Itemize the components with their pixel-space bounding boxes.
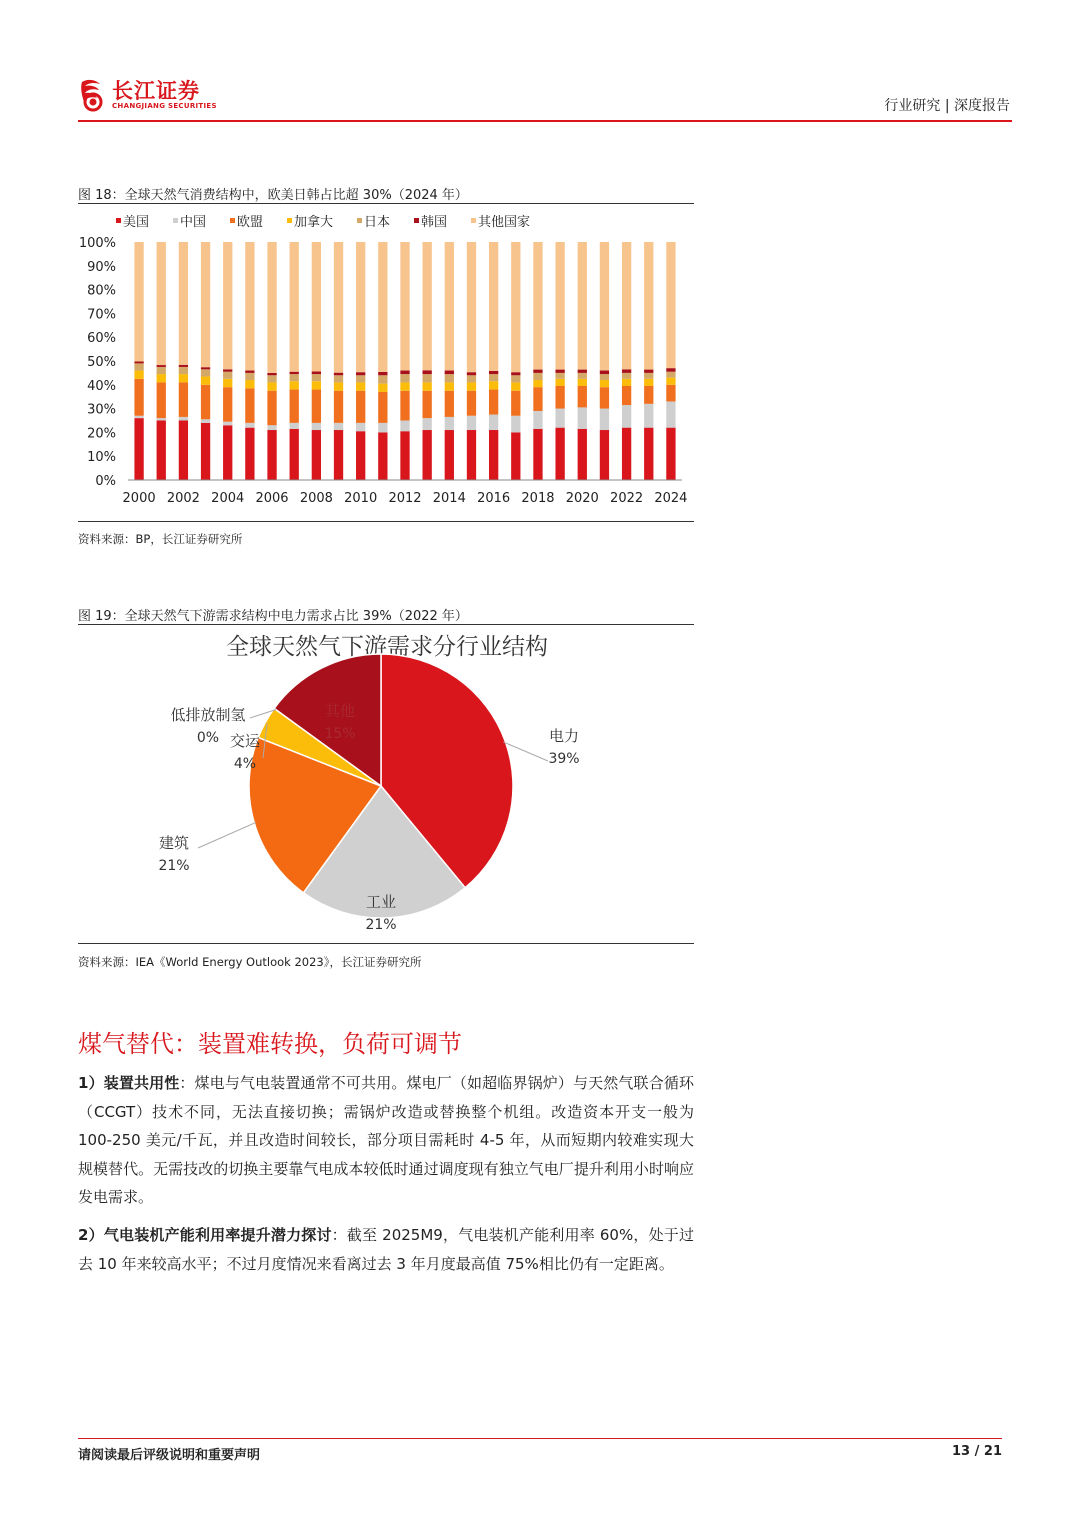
bar-segment xyxy=(622,242,631,369)
bar-segment xyxy=(245,423,254,428)
bar-segment xyxy=(423,382,432,390)
y-tick-label: 30% xyxy=(87,402,116,418)
section-title: 煤气替代：装置难转换，负荷可调节 xyxy=(78,1030,462,1058)
bar-segment xyxy=(666,385,675,402)
bar-segment xyxy=(157,418,166,420)
bar-segment xyxy=(489,430,498,480)
bar-segment xyxy=(378,384,387,392)
pie-leader-line xyxy=(198,822,256,848)
bar-segment xyxy=(312,381,321,389)
disclaimer-note: 请阅读最后评级说明和重要声明 xyxy=(78,1448,261,1463)
bar-segment xyxy=(467,391,476,416)
bar-segment xyxy=(157,421,166,481)
x-tick-label: 2012 xyxy=(388,491,422,506)
company-logo xyxy=(78,78,217,112)
y-tick-label: 90% xyxy=(87,259,116,275)
paragraph-2 xyxy=(78,1221,694,1278)
y-tick-label: 0% xyxy=(95,474,116,489)
bar-segment xyxy=(201,367,210,369)
y-tick-label: 100% xyxy=(78,236,116,251)
bar-segment xyxy=(533,373,542,380)
bar-segment xyxy=(245,428,254,480)
legend-swatch-1 xyxy=(173,218,178,223)
bar-segment xyxy=(290,390,299,423)
bar-segment xyxy=(600,242,609,371)
bar-segment xyxy=(578,386,587,407)
bar-segment xyxy=(666,428,675,480)
bar-segment xyxy=(356,391,365,423)
bar-segment xyxy=(245,242,254,371)
bar-segment xyxy=(423,242,432,370)
bar-segment xyxy=(622,386,631,405)
pie-value-label: 0% xyxy=(196,730,220,746)
bar-segment xyxy=(356,375,365,382)
bar-segment xyxy=(179,382,188,417)
bar-segment xyxy=(578,373,587,379)
bar-segment xyxy=(290,242,299,372)
bar-segment xyxy=(489,242,498,371)
pie-title: 全球天然气下游需求分行业结构 xyxy=(226,634,548,660)
bar-segment xyxy=(533,411,542,429)
bar-segment xyxy=(533,380,542,387)
bar-segment xyxy=(400,391,409,421)
bar-segment xyxy=(489,390,498,415)
bar-segment xyxy=(511,375,520,382)
bar-segment xyxy=(223,379,232,387)
bar-segment xyxy=(644,373,653,379)
footer-divider xyxy=(78,1438,1002,1439)
bar-segment xyxy=(356,242,365,372)
figure-18-bottom-rule xyxy=(78,521,694,522)
bar-segment xyxy=(201,376,210,384)
y-tick-label: 60% xyxy=(87,331,116,347)
pie-value-label: 4% xyxy=(233,756,257,772)
bar-segment xyxy=(223,425,232,480)
bar-segment xyxy=(223,242,232,369)
bar-segment xyxy=(666,401,675,427)
bar-segment xyxy=(157,365,166,367)
bar-segment xyxy=(400,374,409,382)
bar-segment xyxy=(223,422,232,426)
bar-segment xyxy=(511,432,520,480)
bar-segment xyxy=(267,375,276,382)
pie-label: 建筑 xyxy=(158,834,190,852)
x-tick-label: 2004 xyxy=(211,491,245,506)
figure-19-source: 资料来源：IEA《World Energy Outlook 2023》，长江证券研究所 xyxy=(78,955,422,969)
legend-label-0: 美国 xyxy=(123,215,150,230)
y-tick-label: 40% xyxy=(87,378,116,394)
logo-english-name: CHANGJIANG SECURITIES xyxy=(112,101,217,110)
bar-segment xyxy=(290,381,299,389)
bar-segment xyxy=(378,375,387,383)
bar-segment xyxy=(134,418,143,480)
legend-swatch-0 xyxy=(116,218,121,223)
pie-label: 其他 xyxy=(324,702,356,720)
bar-segment xyxy=(489,371,498,374)
bar-segment xyxy=(378,392,387,423)
legend-label-3: 加拿大 xyxy=(294,215,334,230)
bar-segment xyxy=(489,381,498,389)
bar-segment xyxy=(312,423,321,430)
figure-19-title: 图 19：全球天然气下游需求结构中电力需求占比 39%（2022 年） xyxy=(78,609,468,624)
bar-segment xyxy=(245,380,254,388)
bar-segment xyxy=(290,429,299,480)
y-tick-label: 80% xyxy=(87,283,116,299)
bar-segment xyxy=(600,374,609,380)
bar-segment xyxy=(555,370,564,373)
bar-segment xyxy=(134,416,143,418)
bar-segment xyxy=(267,425,276,430)
bar-segment xyxy=(400,431,409,480)
bar-segment xyxy=(400,382,409,390)
bar-segment xyxy=(179,242,188,365)
bar-segment xyxy=(400,242,409,371)
bar-segment xyxy=(644,404,653,428)
bar-segment xyxy=(445,417,454,430)
bar-segment xyxy=(378,423,387,433)
bar-segment xyxy=(555,373,564,379)
bar-segment xyxy=(267,430,276,480)
legend-swatch-2 xyxy=(230,218,235,223)
bar-segment xyxy=(555,409,564,428)
figure-19-bottom-rule xyxy=(78,943,694,944)
bar-segment xyxy=(245,388,254,423)
bar-segment xyxy=(157,242,166,365)
x-tick-label: 2010 xyxy=(344,491,378,506)
bar-segment xyxy=(334,423,343,430)
bar-segment xyxy=(157,374,166,382)
stacked-bar-chart xyxy=(78,206,694,516)
x-tick-label: 2002 xyxy=(166,491,200,506)
bar-segment xyxy=(445,391,454,417)
bar-segment xyxy=(223,387,232,422)
legend-swatch-6 xyxy=(471,218,476,223)
bar-segment xyxy=(555,386,564,409)
bar-segment xyxy=(334,375,343,382)
bar-segment xyxy=(533,242,542,370)
legend-label-1: 中国 xyxy=(180,215,207,230)
bar-segment xyxy=(644,386,653,404)
bar-segment xyxy=(267,391,276,426)
bar-segment xyxy=(134,242,143,361)
bar-segment xyxy=(134,361,143,363)
bar-segment xyxy=(644,242,653,370)
bar-segment xyxy=(578,379,587,386)
bar-segment xyxy=(533,429,542,480)
bar-segment xyxy=(555,242,564,370)
bar-segment xyxy=(467,430,476,480)
bar-segment xyxy=(622,373,631,379)
bar-segment xyxy=(356,431,365,480)
bar-segment xyxy=(157,367,166,374)
bar-segment xyxy=(312,374,321,381)
bar-segment xyxy=(267,242,276,373)
bar-segment xyxy=(445,430,454,480)
x-tick-label: 2016 xyxy=(477,491,511,506)
bar-segment xyxy=(578,370,587,373)
bar-segment xyxy=(533,387,542,411)
bar-segment xyxy=(423,418,432,430)
x-tick-label: 2006 xyxy=(255,491,289,506)
bar-segment xyxy=(423,391,432,418)
x-tick-label: 2022 xyxy=(610,491,644,506)
bar-segment xyxy=(644,428,653,480)
legend-label-5: 韩国 xyxy=(421,215,448,230)
bar-segment xyxy=(578,407,587,428)
bar-segment xyxy=(666,372,675,378)
y-tick-label: 10% xyxy=(87,450,116,466)
bar-segment xyxy=(644,379,653,386)
bar-segment xyxy=(578,242,587,370)
bar-segment xyxy=(622,405,631,428)
legend-swatch-4 xyxy=(357,218,362,223)
bar-segment xyxy=(201,423,210,480)
bar-segment xyxy=(467,375,476,382)
bar-segment xyxy=(378,372,387,375)
bar-segment xyxy=(555,428,564,480)
bar-segment xyxy=(134,363,143,370)
bar-segment xyxy=(445,371,454,375)
legend-label-4: 日本 xyxy=(364,215,391,230)
bar-segment xyxy=(423,370,432,374)
bar-segment xyxy=(356,382,365,390)
bar-segment xyxy=(356,372,365,375)
bar-segment xyxy=(467,242,476,372)
bar-segment xyxy=(666,242,675,368)
bar-segment xyxy=(600,380,609,387)
bar-segment xyxy=(201,385,210,420)
bar-segment xyxy=(290,372,299,374)
bar-segment xyxy=(511,391,520,416)
x-tick-label: 2020 xyxy=(565,491,599,506)
bar-segment xyxy=(334,373,343,376)
bar-segment xyxy=(312,242,321,371)
bar-segment xyxy=(578,429,587,480)
paragraph-2-body: ：截至 2025M9，气电装机产能利用率 60%，处于过去 10 年来较高水平；不过月度情况来看离过去 3 年月度最高值 75%相比仍有一定距离。 xyxy=(78,1226,694,1273)
pie-label: 交运 xyxy=(229,732,261,750)
bar-segment xyxy=(423,430,432,480)
bar-segment xyxy=(666,378,675,385)
figure-18-source: 资料来源：BP，长江证券研究所 xyxy=(78,532,243,546)
bar-segment xyxy=(622,428,631,480)
legend-swatch-3 xyxy=(287,218,292,223)
pie-value-label: 39% xyxy=(548,751,580,767)
bar-segment xyxy=(622,379,631,386)
logo-chinese-name: 长江证券 xyxy=(112,78,200,103)
page-number: 13 / 21 xyxy=(952,1444,1002,1459)
pie-chart xyxy=(78,626,694,942)
x-tick-label: 2024 xyxy=(654,491,688,506)
bar-segment xyxy=(555,379,564,386)
bar-segment xyxy=(445,374,454,382)
bar-segment xyxy=(312,430,321,480)
pie-value-label: 21% xyxy=(158,858,190,874)
bar-segment xyxy=(179,374,188,382)
pie-value-label: 21% xyxy=(365,917,397,933)
bar-segment xyxy=(290,423,299,429)
bar-segment xyxy=(312,371,321,374)
bar-segment xyxy=(600,387,609,408)
x-tick-label: 2000 xyxy=(122,491,156,506)
bar-segment xyxy=(600,371,609,375)
pie-label: 电力 xyxy=(548,727,580,745)
bar-segment xyxy=(445,382,454,390)
legend-label-6: 其他国家 xyxy=(478,215,531,230)
bar-segment xyxy=(201,242,210,367)
bar-segment xyxy=(533,370,542,373)
bar-segment xyxy=(201,419,210,423)
bar-segment xyxy=(378,242,387,372)
pie-value-label: 15% xyxy=(324,726,356,742)
bar-segment xyxy=(179,417,188,421)
bar-segment xyxy=(356,423,365,431)
phoenix-logo-icon xyxy=(78,78,108,112)
bar-segment xyxy=(312,390,321,423)
bar-segment xyxy=(511,416,520,433)
bar-segment xyxy=(334,382,343,390)
x-tick-label: 2018 xyxy=(521,491,555,506)
bar-segment xyxy=(179,367,188,374)
y-tick-label: 20% xyxy=(87,426,116,442)
bar-segment xyxy=(467,372,476,375)
paragraph-2-heading: 2）气电装机产能利用率提升潜力探讨 xyxy=(78,1226,332,1244)
bar-segment xyxy=(467,382,476,390)
figure-18-top-rule xyxy=(78,203,694,204)
bar-segment xyxy=(134,371,143,379)
legend-swatch-5 xyxy=(414,218,419,223)
bar-segment xyxy=(489,374,498,381)
bar-segment xyxy=(400,421,409,432)
bar-segment xyxy=(511,372,520,375)
bar-segment xyxy=(334,391,343,423)
y-tick-label: 70% xyxy=(87,307,116,323)
bar-segment xyxy=(511,242,520,372)
bar-segment xyxy=(378,432,387,480)
bar-segment xyxy=(290,374,299,381)
bar-segment xyxy=(423,374,432,382)
x-tick-label: 2008 xyxy=(299,491,333,506)
pie-label: 低排放制氢 xyxy=(170,706,246,724)
paragraph-1-body: ：煤电与气电装置通常不可共用。煤电厂（如超临界锅炉）与天然气联合循环（CCGT）技术不同，无法直接切换；需锅炉改造或替换整个机组。改造资本开支一般为 100-250 美元/千瓦，并且改造时间较长，部分项目需耗时 4-5 年，从而短期内较难实现大规模替代。无需技改的切换主要靠气电成本较低时通过调度现有独立气电厂提升利用小时响应发电需求。 xyxy=(78,1074,694,1206)
bar-segment xyxy=(511,382,520,390)
bar-segment xyxy=(334,242,343,373)
bar-segment xyxy=(179,365,188,367)
bar-segment xyxy=(445,242,454,371)
bar-segment xyxy=(245,371,254,373)
bar-segment xyxy=(644,370,653,373)
header-divider xyxy=(78,120,1012,122)
x-tick-label: 2014 xyxy=(432,491,466,506)
bar-segment xyxy=(467,416,476,430)
bar-segment xyxy=(223,369,232,371)
report-type-label: 行业研究 | 深度报告 xyxy=(884,98,1010,114)
bar-segment xyxy=(267,373,276,375)
bar-segment xyxy=(201,369,210,376)
figure-19-top-rule xyxy=(78,624,694,625)
bar-segment xyxy=(666,368,675,372)
bar-segment xyxy=(600,430,609,480)
bar-segment xyxy=(489,415,498,430)
bar-segment xyxy=(134,379,143,416)
paragraph-1-heading: 1）装置共用性 xyxy=(78,1074,180,1092)
bar-segment xyxy=(223,372,232,379)
bar-segment xyxy=(400,371,409,375)
y-tick-label: 50% xyxy=(87,355,116,370)
legend-label-2: 欧盟 xyxy=(237,215,264,230)
bar-segment xyxy=(179,421,188,481)
pie-label: 工业 xyxy=(365,893,397,911)
bar-segment xyxy=(334,430,343,480)
paragraph-1 xyxy=(78,1069,694,1212)
bar-segment xyxy=(245,373,254,380)
figure-18-title: 图 18：全球天然气消费结构中，欧美日韩占比超 30%（2024 年） xyxy=(78,188,468,203)
bar-segment xyxy=(600,409,609,430)
bar-segment xyxy=(157,382,166,418)
bar-segment xyxy=(267,382,276,390)
bar-segment xyxy=(622,369,631,373)
